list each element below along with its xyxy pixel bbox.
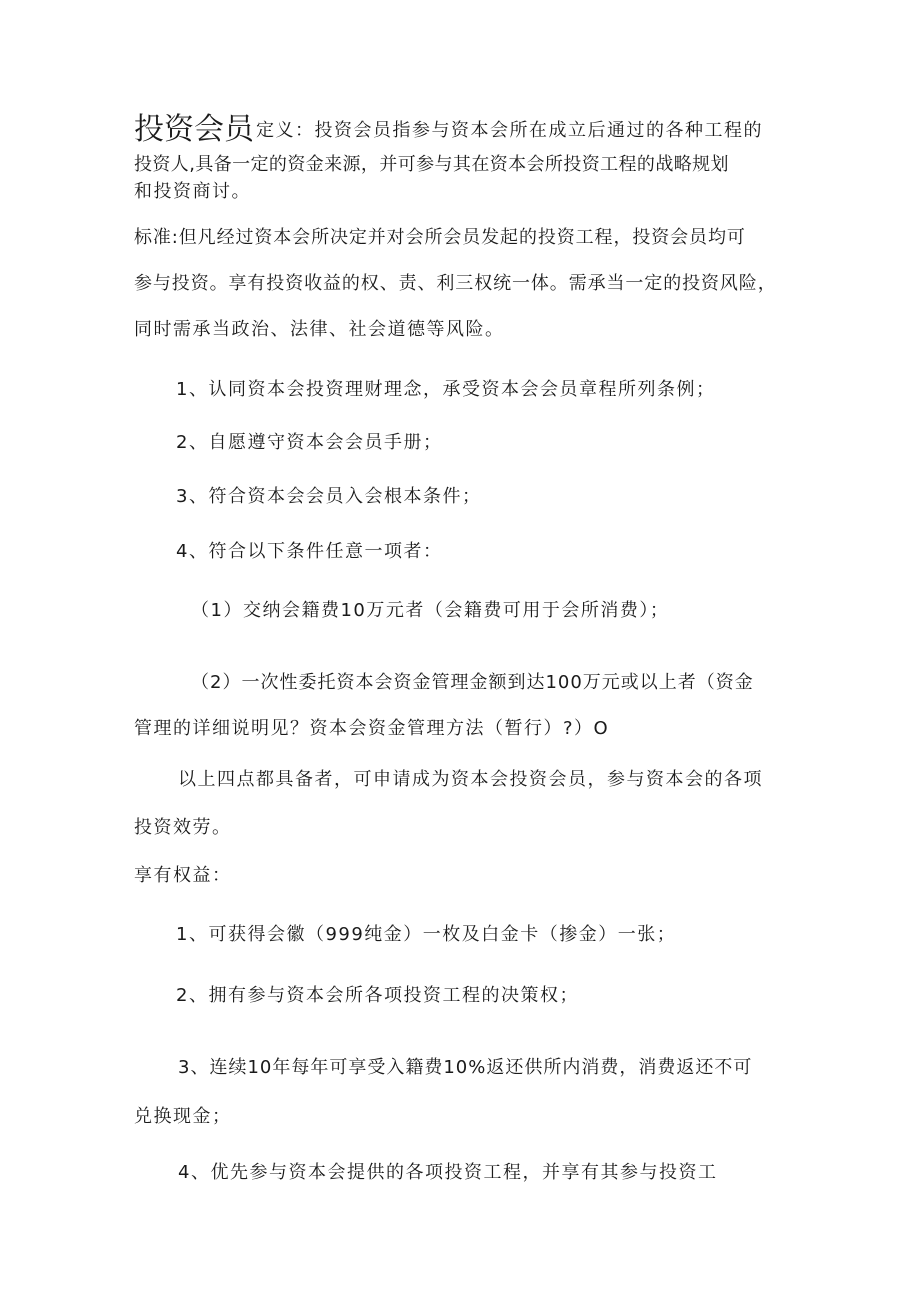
condition-2-line-1: （2）一次性委托资本会资金管理金额到达100万元或以上者（资金 [191,672,754,693]
summary-line-1: 以上四点都具备者，可申请成为资本会投资会员，参与资本会的各项 [178,769,763,790]
definition-line-2: 投资人,具备一定的资金来源，并可参与其在资本会所投资工程的战略规划 [134,154,729,175]
condition-1: （1）交纳会籍费10万元者（会籍费可用于会所消费）； [191,600,670,621]
requirement-3: 3、符合资本会会员入会根本条件； [176,486,482,507]
standard-line-3: 同时需承当政治、法律、社会道德等风险。 [134,319,505,340]
standard-line-2: 参与投资。享有投资收益的权、责、利三权统一体。需承当一定的投资风险， [134,273,777,294]
requirement-4: 4、符合以下条件任意一项者： [176,541,443,562]
right-4: 4、优先参与资本会提供的各项投资工程，并享有其参与投资工 [178,1162,718,1183]
condition-2-line-2: 管理的详细说明见？资本会资金管理方法（暂行）?）O [134,718,610,739]
right-3-line-2: 兑换现金； [134,1106,232,1127]
definition-line-1 [134,112,763,147]
standard-line-1: 标准:但凡经过资本会所决定并对会所会员发起的投资工程，投资会员均可 [134,227,746,248]
right-2: 2、拥有参与资本会所各项投资工程的决策权； [176,985,579,1006]
requirement-1: 1、认同资本会投资理财理念，承受资本会会员章程所列条例； [176,379,716,400]
definition-line-3: 和投资商讨。 [134,181,251,202]
right-1: 1、可获得会徽（999纯金）一枚及白金卡（掺金）一张； [176,924,677,945]
summary-line-2: 投资效劳。 [134,817,232,838]
definition-text: 定义：投资会员指参与资本会所在成立后通过的各种工程的 [256,120,763,141]
requirement-2: 2、自愿遵守资本会会员手册； [176,432,443,453]
document-title: 投资会员 [134,112,254,147]
rights-heading: 享有权益： [134,865,232,886]
right-3-line-1: 3、连续10年每年可享受入籍费10%返还供所内消费，消费返还不可 [178,1057,753,1078]
